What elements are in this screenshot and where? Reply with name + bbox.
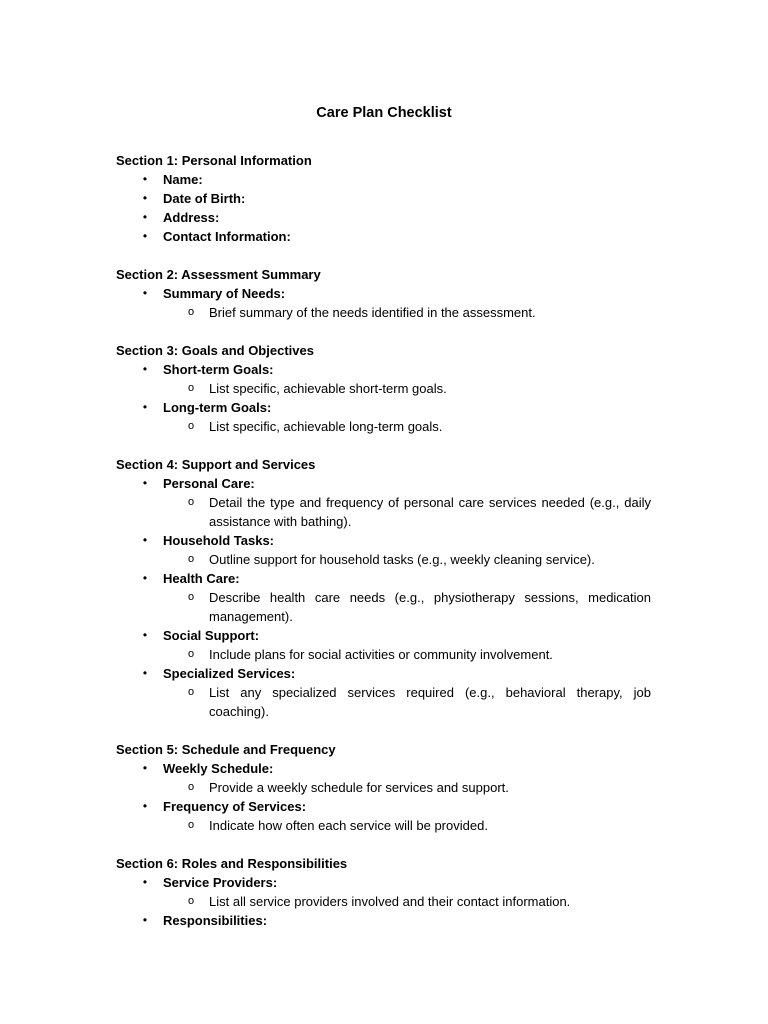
sub-item-text: Include plans for social activities or community involvement. xyxy=(209,647,553,662)
item-label: Name: xyxy=(163,172,203,187)
bullet-icon: • xyxy=(142,799,148,813)
sub-item-text: List all service providers involved and their contact information. xyxy=(209,894,571,909)
sub-list-item xyxy=(116,417,651,436)
sub-item-text: Brief summary of the needs identified in the assessment. xyxy=(209,305,536,320)
list-item xyxy=(116,227,651,246)
bullet-icon: • xyxy=(142,172,148,186)
item-label: Long-term Goals: xyxy=(163,400,272,415)
section-heading: Section 1: Personal Information xyxy=(116,153,312,168)
list-item xyxy=(116,360,651,379)
item-label: Household Tasks: xyxy=(163,533,275,548)
sub-item-text: Detail the type and frequency of personal care services needed (e.g., daily assistance with bathing). xyxy=(209,495,651,529)
item-label: Contact Information: xyxy=(163,229,291,244)
sub-list-item xyxy=(116,683,651,721)
list-item xyxy=(116,474,651,493)
bullet-icon: • xyxy=(142,533,148,547)
bullet-icon: • xyxy=(142,761,148,775)
item-label: Service Providers: xyxy=(163,875,278,890)
circle-bullet-icon: o xyxy=(187,382,195,394)
bullet-icon: • xyxy=(142,666,148,680)
document-body xyxy=(116,151,651,949)
list-item xyxy=(116,189,651,208)
sub-item-text: List specific, achievable short-term goals. xyxy=(209,381,447,396)
sub-list-item xyxy=(116,588,651,626)
section-personal-information xyxy=(116,151,651,246)
bullet-icon: • xyxy=(142,628,148,642)
list-item xyxy=(116,911,651,930)
sub-list-item xyxy=(116,550,651,569)
list-item xyxy=(116,626,651,645)
section-roles-and-responsibilities xyxy=(116,854,651,930)
circle-bullet-icon: o xyxy=(187,553,195,565)
document-title: Care Plan Checklist xyxy=(316,105,452,121)
section-support-and-services xyxy=(116,455,651,721)
sub-list-item xyxy=(116,303,651,322)
item-label: Address: xyxy=(163,210,220,225)
bullet-icon: • xyxy=(142,286,148,300)
section-goals-and-objectives xyxy=(116,341,651,436)
bullet-icon: • xyxy=(142,913,148,927)
circle-bullet-icon: o xyxy=(187,781,195,793)
item-label: Weekly Schedule: xyxy=(163,761,274,776)
circle-bullet-icon: o xyxy=(187,591,195,603)
item-label: Summary of Needs: xyxy=(163,286,286,301)
bullet-icon: • xyxy=(142,400,148,414)
item-label: Short-term Goals: xyxy=(163,362,274,377)
sub-item-text: Describe health care needs (e.g., physiotherapy sessions, medication management). xyxy=(209,590,651,624)
circle-bullet-icon: o xyxy=(187,686,195,698)
section-heading: Section 4: Support and Services xyxy=(116,457,316,472)
list-item xyxy=(116,208,651,227)
list-item xyxy=(116,664,651,683)
item-label: Frequency of Services: xyxy=(163,799,307,814)
sub-item-text: Indicate how often each service will be provided. xyxy=(209,818,488,833)
circle-bullet-icon: o xyxy=(187,648,195,660)
section-assessment-summary xyxy=(116,265,651,322)
item-label: Social Support: xyxy=(163,628,260,643)
bullet-icon: • xyxy=(142,476,148,490)
item-label: Health Care: xyxy=(163,571,240,586)
section-schedule-and-frequency xyxy=(116,740,651,835)
list-item xyxy=(116,873,651,892)
item-label: Date of Birth: xyxy=(163,191,246,206)
list-item xyxy=(116,531,651,550)
list-item xyxy=(116,797,651,816)
circle-bullet-icon: o xyxy=(187,895,195,907)
bullet-icon: • xyxy=(142,875,148,889)
sub-item-text: Outline support for household tasks (e.g., weekly cleaning service). xyxy=(209,552,595,567)
sub-list-item xyxy=(116,493,651,531)
bullet-icon: • xyxy=(142,210,148,224)
bullet-icon: • xyxy=(142,571,148,585)
circle-bullet-icon: o xyxy=(187,420,195,432)
sub-list-item xyxy=(116,645,651,664)
sub-list-item xyxy=(116,816,651,835)
list-item xyxy=(116,284,651,303)
circle-bullet-icon: o xyxy=(187,496,195,508)
bullet-icon: • xyxy=(142,229,148,243)
list-item xyxy=(116,170,651,189)
circle-bullet-icon: o xyxy=(187,819,195,831)
list-item xyxy=(116,398,651,417)
section-heading: Section 6: Roles and Responsibilities xyxy=(116,856,348,871)
sub-list-item xyxy=(116,778,651,797)
sub-item-text: List any specialized services required (e.g., behavioral therapy, job coaching). xyxy=(209,685,651,719)
circle-bullet-icon: o xyxy=(187,306,195,318)
section-heading: Section 3: Goals and Objectives xyxy=(116,343,314,358)
list-item xyxy=(116,569,651,588)
sub-list-item xyxy=(116,892,651,911)
section-heading: Section 5: Schedule and Frequency xyxy=(116,742,336,757)
bullet-icon: • xyxy=(142,191,148,205)
sub-item-text: Provide a weekly schedule for services and support. xyxy=(209,780,509,795)
sub-item-text: List specific, achievable long-term goals. xyxy=(209,419,443,434)
bullet-icon: • xyxy=(142,362,148,376)
item-label: Specialized Services: xyxy=(163,666,296,681)
sub-list-item xyxy=(116,379,651,398)
item-label: Responsibilities: xyxy=(163,913,268,928)
item-label: Personal Care: xyxy=(163,476,255,491)
section-heading: Section 2: Assessment Summary xyxy=(116,267,321,282)
list-item xyxy=(116,759,651,778)
